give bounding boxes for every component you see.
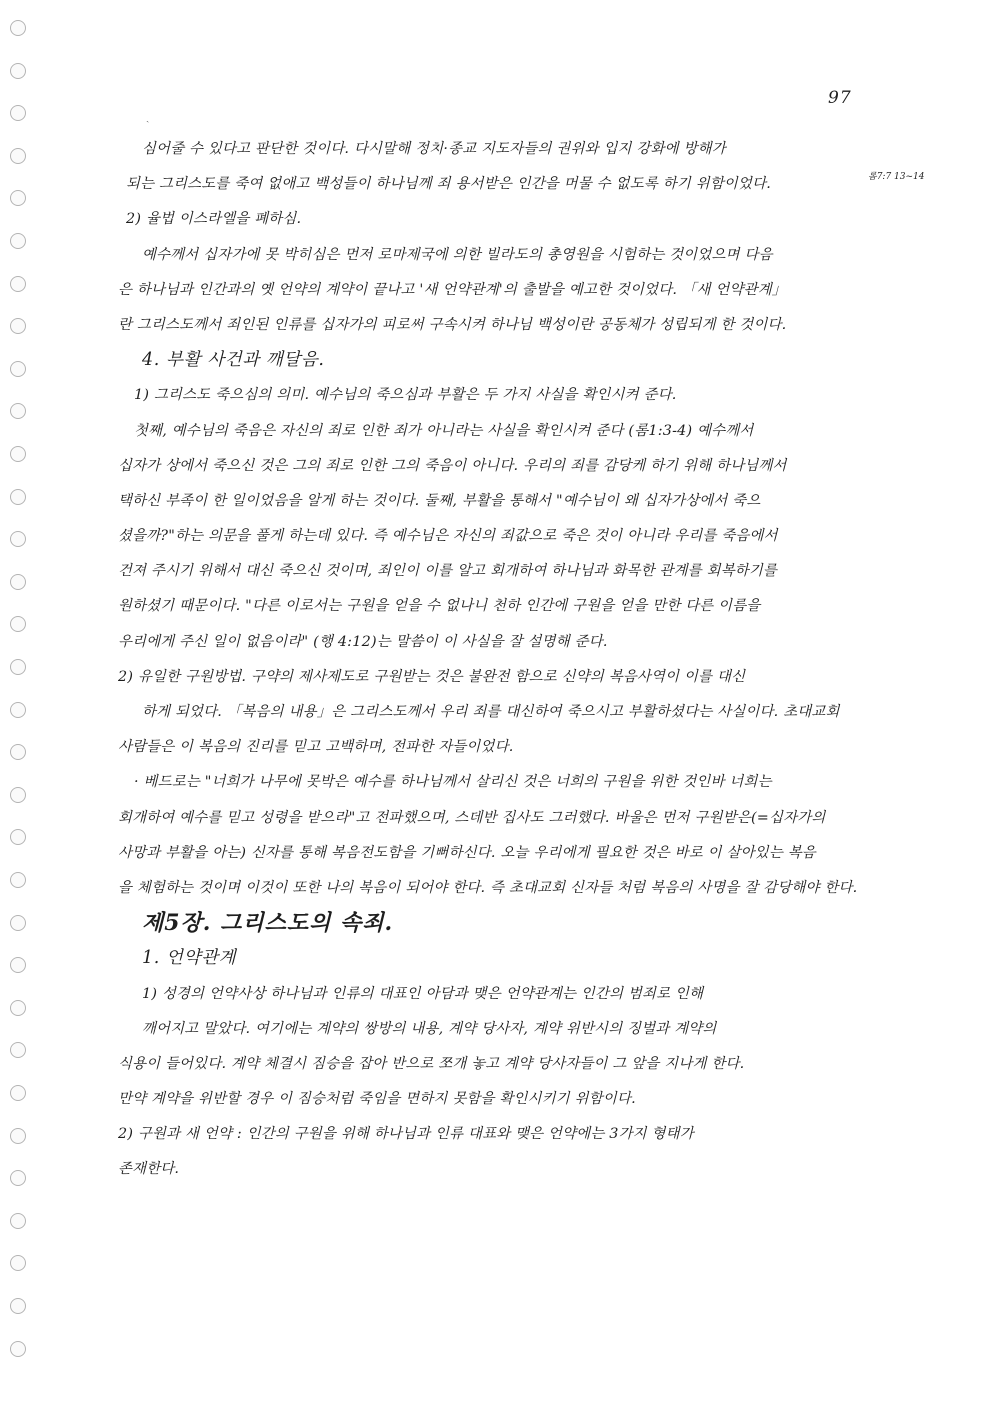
text-line: 2) 구원과 새 언약 : 인간의 구원을 위해 하나님과 인류 대표와 맺은 언약에는 3가지 형태가 <box>118 1126 694 1143</box>
handwritten-body <box>118 132 933 1188</box>
binder-hole <box>10 361 26 377</box>
text-line: 십자가 상에서 죽으신 것은 그의 죄로 인한 그의 죽음이 아니다. 우리의 죄를 감당케 하기 위해 하나님께서 <box>118 457 787 474</box>
binder-hole <box>10 446 26 462</box>
binder-hole <box>10 744 26 760</box>
binder-holes <box>4 20 34 1390</box>
binder-hole <box>10 190 26 206</box>
margin-mark: ˎ <box>146 112 150 123</box>
binder-hole <box>10 531 26 547</box>
binder-hole <box>10 915 26 931</box>
text-line: 식용이 들어있다. 계약 체결시 짐승을 잡아 반으로 쪼개 놓고 계약 당사자들이 그 앞을 지나게 한다. <box>118 1055 745 1072</box>
binder-hole <box>10 957 26 973</box>
text-line: 란 그리스도께서 죄인된 인류를 십자가의 피로써 구속시켜 하나님 백성이란 공동체가 성립되게 한 것이다. <box>118 316 787 333</box>
text-line: 4. 부활 사건과 깨달음. <box>142 350 325 371</box>
binder-hole <box>10 1042 26 1058</box>
binder-hole <box>10 616 26 632</box>
text-line: 은 하나님과 인간과의 옛 언약의 계약이 끝나고 '새 언약관계'의 출발을 예고한 것이었다. 「새 언약관계」 <box>118 281 787 298</box>
text-line: 1) 성경의 언약사상 하나님과 인류의 대표인 아담과 맺은 언약관계는 인간의 범죄로 인해 <box>142 985 704 1002</box>
binder-hole <box>10 1298 26 1314</box>
text-line: 1) 그리스도 죽으심의 의미. 예수님의 죽으심과 부활은 두 가지 사실을 확인시켜 준다. <box>134 387 677 404</box>
text-line: 예수께서 십자가에 못 박히심은 먼저 로마제국에 의한 빌라도의 총영원을 시험하는 것이었으며 다음 <box>142 246 773 263</box>
binder-hole <box>10 659 26 675</box>
binder-hole <box>10 702 26 718</box>
text-line: 사망과 부활을 아는) 신자를 통해 복음전도함을 기뻐하신다. 오늘 우리에게 필요한 것은 바로 이 살아있는 복음 <box>118 844 816 861</box>
text-line: 깨어지고 말았다. 여기에는 계약의 쌍방의 내용, 계약 당사자, 계약 위반시의 징벌과 계약의 <box>142 1020 717 1037</box>
binder-hole <box>10 276 26 292</box>
binder-hole <box>10 148 26 164</box>
text-line: 원하셨기 때문이다. "다른 이로서는 구원을 얻을 수 없나니 천하 인간에 구원을 얻을 만한 다른 이름을 <box>118 598 761 615</box>
text-line: 셨을까?"하는 의문을 풀게 하는데 있다. 즉 예수님은 자신의 죄값으로 죽은 것이 아니라 우리를 죽음에서 <box>118 528 778 545</box>
binder-hole <box>10 574 26 590</box>
text-line: 되는 그리스도를 죽여 없애고 백성들이 하나님께 죄 용서받은 인간을 머물 수 없도록 하기 위함이었다. <box>126 176 771 193</box>
margin-note: 롬7:7 13~14 <box>868 172 925 182</box>
binder-hole <box>10 233 26 249</box>
text-line: 사람들은 이 복음의 진리를 믿고 고백하며, 전파한 자들이었다. <box>118 739 514 756</box>
binder-hole <box>10 63 26 79</box>
text-line: 건져 주시기 위해서 대신 죽으신 것이며, 죄인이 이를 알고 회개하여 하나님과 화목한 관계를 회복하기를 <box>118 563 778 580</box>
binder-hole <box>10 787 26 803</box>
text-line: 심어줄 수 있다고 판단한 것이다. 다시말해 정치·종교 지도자들의 권위와 입지 강화에 방해가 <box>142 141 726 157</box>
binder-hole <box>10 403 26 419</box>
text-line: 만약 계약을 위반할 경우 이 짐승처럼 죽임을 면하지 못함을 확인시키기 위함이다. <box>118 1091 636 1108</box>
text-line: 2) 율법 이스라엘을 폐하심. <box>126 211 302 228</box>
text-line: 하게 되었다. 「복음의 내용」은 그리스도께서 우리 죄를 대신하여 죽으시고 부활하셨다는 사실이다. 초대교회 <box>142 704 840 720</box>
text-line: 택하신 부족이 한 일이었음을 알게 하는 것이다. 둘째, 부활을 통해서 "예수님이 왜 십자가상에서 죽으 <box>118 492 761 509</box>
binder-hole <box>10 1085 26 1101</box>
binder-hole <box>10 1000 26 1016</box>
page-number: 97 <box>828 88 852 108</box>
binder-hole <box>10 1170 26 1186</box>
binder-hole <box>10 105 26 121</box>
text-line: · 베드로는 "너희가 나무에 못박은 예수를 하나님께서 살리신 것은 너희의 구원을 위한 것인바 너희는 <box>134 774 772 791</box>
text-line: 2) 유일한 구원방법. 구약의 제사제도로 구원받는 것은 불완전 함으로 신약의 복음사역이 이를 대신 <box>118 668 746 685</box>
binder-hole <box>10 1341 26 1357</box>
binder-hole <box>10 489 26 505</box>
text-line: 회개하여 예수를 믿고 성령을 받으라"고 전파했으며, 스데반 집사도 그러했다. 바울은 먼저 구원받은(=십자가의 <box>118 809 826 826</box>
text-line: 제5장. 그리스도의 속죄. <box>142 910 394 937</box>
text-line: 1. 언약관계 <box>142 948 237 969</box>
binder-hole <box>10 20 26 36</box>
binder-hole <box>10 1128 26 1144</box>
binder-hole <box>10 318 26 334</box>
binder-hole <box>10 1255 26 1271</box>
text-line: 첫째, 예수님의 죽음은 자신의 죄로 인한 죄가 아니라는 사실을 확인시켜 준다 (롬1:3-4) 예수께서 <box>134 422 754 439</box>
binder-hole <box>10 872 26 888</box>
binder-hole <box>10 829 26 845</box>
binder-hole <box>10 1213 26 1229</box>
text-line: 존재한다. <box>118 1161 180 1178</box>
text-line: 을 체험하는 것이며 이것이 또한 나의 복음이 되어야 한다. 즉 초대교회 신자들 처럼 복음의 사명을 잘 감당해야 한다. <box>118 879 858 896</box>
text-line: 우리에게 주신 일이 없음이라" (행 4:12)는 말씀이 이 사실을 잘 설명해 준다. <box>118 633 608 650</box>
